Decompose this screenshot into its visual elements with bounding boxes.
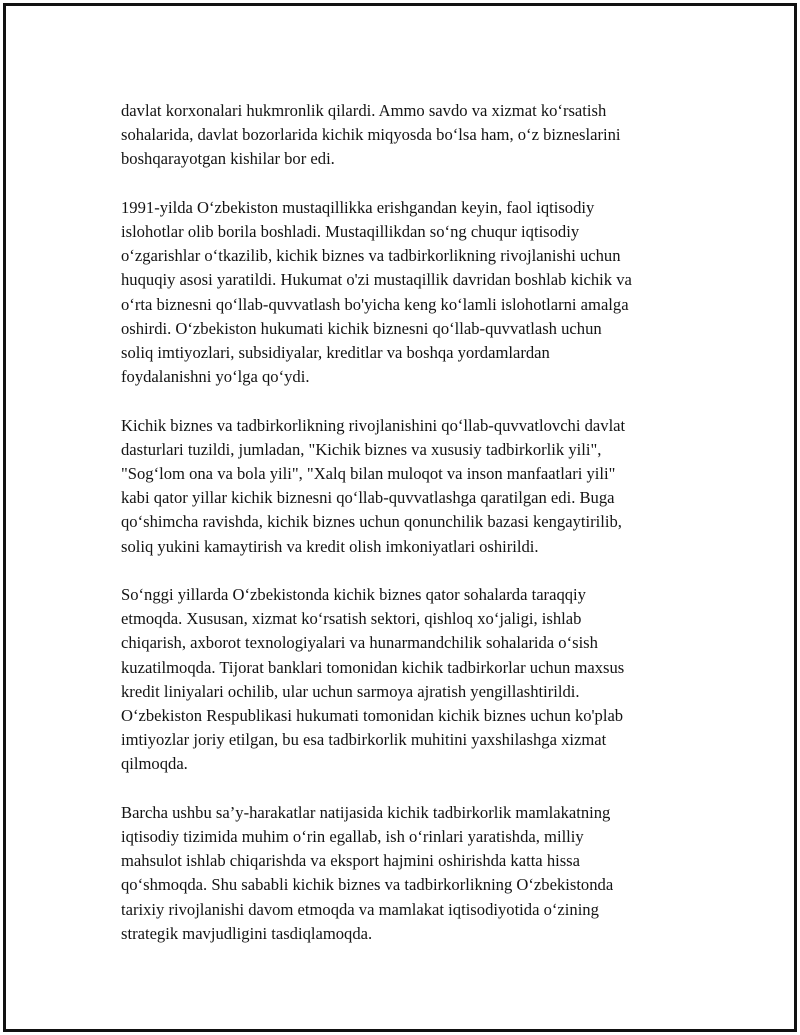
text-line: strategik mavjudligini tasdiqlamoqda. [121, 923, 373, 943]
text-line: oshirdi. O‘zbekiston hukumati kichik biznesni qo‘llab-quvvatlash uchun [121, 318, 602, 338]
document-body [121, 99, 701, 970]
text-line: Barcha ushbu sa’y-harakatlar natijasida kichik tadbirkorlik mamlakatning [121, 802, 611, 822]
text-line: o‘rta biznesni qo‘llab-quvvatlash bo'yicha keng ko‘lamli islohotlarni amalga [121, 294, 629, 314]
text-line: tarixiy rivojlanishi davom etmoqda va mamlakat iqtisodiyotida o‘zining [121, 899, 599, 919]
text-line: boshqarayotgan kishilar bor edi. [121, 149, 335, 169]
text-line: soliq imtiyozlari, subsidiyalar, kreditlar va boshqa yordamlardan [121, 343, 550, 363]
text-line: etmoqda. Xususan, xizmat ko‘rsatish sektori, qishloq xo‘jaligi, ishlab [121, 609, 582, 629]
paragraph-3 [121, 414, 701, 559]
text-line: mahsulot ishlab chiqarishda va eksport hajmini oshirishda katta hissa [121, 851, 581, 871]
text-line: imtiyozlar joriy etilgan, bu esa tadbirkorlik muhitini yaxshilashga xizmat [121, 730, 607, 750]
text-line: iqtisodiy tizimida muhim o‘rin egallab, ish o‘rinlari yaratishda, milliy [121, 827, 584, 847]
text-line: foydalanishni yo‘lga qo‘ydi. [121, 367, 310, 387]
text-line: qo‘shimcha ravishda, kichik biznes uchun qonunchilik bazasi kengaytirilib, [121, 512, 622, 532]
text-line: 1991-yilda O‘zbekiston mustaqillikka erishgandan keyin, faol iqtisodiy [121, 197, 595, 217]
text-line: davlat korxonalari hukmronlik qilardi. Ammo savdo va xizmat ko‘rsatish [121, 101, 607, 120]
text-line: So‘nggi yillarda O‘zbekistonda kichik biznes qator sohalarda taraqqiy [121, 585, 586, 605]
text-line: kabi qator yillar kichik biznesni qo‘llab-quvvatlashga qaratilgan edi. Buga [121, 488, 615, 508]
text-line: huquqiy asosi yaratildi. Hukumat o'zi mustaqillik davridan boshlab kichik va [121, 270, 632, 290]
text-line: dasturlari tuzildi, jumladan, "Kichik biznes va xususiy tadbirkorlik yili", [121, 439, 602, 459]
text-line: Kichik biznes va tadbirkorlikning rivojlanishini qo‘llab-quvvatlovchi davlat [121, 415, 626, 435]
text-line: qo‘shmoqda. Shu sababli kichik biznes va tadbirkorlikning O‘zbekistonda [121, 875, 614, 895]
text-line: islohotlar olib borila boshladi. Mustaqillikdan so‘ng chuqur iqtisodiy [121, 222, 580, 241]
text-line: soliq yukini kamaytirish va kredit olish imkoniyatlari oshirildi. [121, 536, 539, 556]
text-line: kredit liniyalari ochilib, ular uchun sarmoya ajratish yengillashtirildi. [121, 681, 580, 701]
text-line: O‘zbekiston Respublikasi hukumati tomonidan kichik biznes uchun ko'plab [121, 706, 624, 726]
text-line: o‘zgarishlar o‘tkazilib, kichik biznes va tadbirkorlikning rivojlanishi uchun [121, 246, 621, 266]
paragraph-1 [121, 99, 701, 172]
text-line: sohalarida, davlat bozorlarida kichik miqyosda bo‘lsa ham, o‘z bizneslarini [121, 125, 621, 145]
paragraph-4 [121, 583, 701, 777]
paragraph-5 [121, 801, 701, 946]
text-line: "Sog‘lom ona va bola yili", "Xalq bilan muloqot va inson manfaatlari yili" [121, 464, 616, 484]
text-line: kuzatilmoqda. Tijorat banklari tomonidan kichik tadbirkorlar uchun maxsus [121, 657, 625, 677]
paragraph-2 [121, 196, 701, 390]
text-line: qilmoqda. [121, 754, 188, 774]
page-frame [3, 3, 797, 1032]
text-line: chiqarish, axborot texnologiyalari va hunarmandchilik sohalarida o‘sish [121, 633, 598, 653]
